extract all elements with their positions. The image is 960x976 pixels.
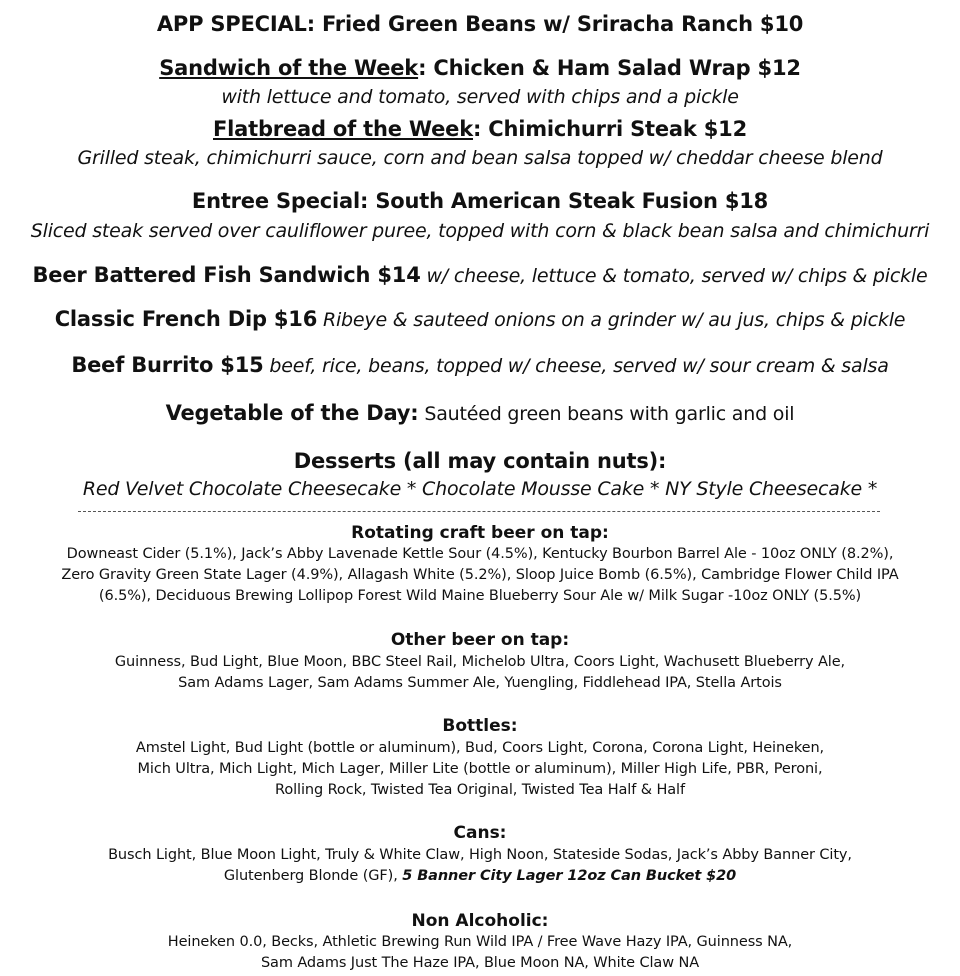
bottles-line: Amstel Light, Bud Light (bottle or aluminum), Bud, Coors Light, Corona, Corona Light, Heineken, bbox=[135, 740, 825, 756]
french-dip bbox=[0, 307, 960, 331]
fish-sandwich bbox=[0, 263, 960, 287]
vegetable-of-day bbox=[0, 401, 960, 425]
flatbread-item: : Chimichurri Steak $12 bbox=[472, 117, 747, 141]
flatbread-description: Grilled steak, chimichurri sauce, corn and bean salsa topped w/ cheddar cheese blend bbox=[77, 147, 883, 169]
bottles-line: Mich Ultra, Mich Light, Mich Lager, Miller Lite (bottle or aluminum), Miller High Life, PBR, Peroni, bbox=[137, 761, 823, 777]
vegetable-value: Sautéed green beans with garlic and oil bbox=[418, 403, 795, 425]
non-alcoholic-title: Non Alcoholic: bbox=[411, 911, 549, 931]
burrito-description: beef, rice, beans, topped w/ cheese, served w/ sour cream & salsa bbox=[263, 355, 889, 377]
can-bucket-special: 5 Banner City Lager 12oz Can Bucket $20 bbox=[402, 868, 737, 884]
non-alcoholic-line: Heineken 0.0, Becks, Athletic Brewing Run Wild IPA / Free Wave Hazy IPA, Guinness NA, bbox=[167, 934, 793, 950]
other-tap-line: Sam Adams Lager, Sam Adams Summer Ale, Yuengling, Fiddlehead IPA, Stella Artois bbox=[178, 675, 782, 691]
non-alcoholic-line: Sam Adams Just The Haze IPA, Blue Moon NA, White Claw NA bbox=[260, 955, 700, 971]
entree-special: Entree Special: South American Steak Fusion $18 bbox=[191, 189, 769, 213]
cans-line-plain: Glutenberg Blonde (GF), bbox=[223, 868, 403, 884]
craft-beer-line: Zero Gravity Green State Lager (4.9%), Allagash White (5.2%), Sloop Juice Bomb (6.5%), Cambridge Flower Child IPA bbox=[61, 567, 899, 583]
craft-beer-title: Rotating craft beer on tap: bbox=[351, 523, 609, 543]
vegetable-label: Vegetable of the Day: bbox=[165, 401, 419, 425]
burrito-title: Beef Burrito $15 bbox=[71, 353, 264, 377]
french-dip-description: Ribeye & sauteed onions on a grinder w/ au jus, chips & pickle bbox=[317, 309, 906, 331]
flatbread-of-week bbox=[0, 117, 960, 141]
sandwich-of-week bbox=[0, 56, 960, 80]
cans-line bbox=[0, 868, 960, 884]
sandwich-item: : Chicken & Ham Salad Wrap $12 bbox=[418, 56, 801, 80]
fish-title: Beer Battered Fish Sandwich $14 bbox=[32, 263, 421, 287]
entree-description: Sliced steak served over cauliflower puree, topped with corn & black bean salsa and chimichurri bbox=[30, 220, 930, 242]
dashed-divider bbox=[78, 511, 880, 512]
cans-title: Cans: bbox=[453, 823, 507, 843]
sandwich-description: with lettuce and tomato, served with chips and a pickle bbox=[221, 86, 739, 108]
bottles-line: Rolling Rock, Twisted Tea Original, Twisted Tea Half & Half bbox=[275, 782, 685, 798]
other-tap-line: Guinness, Bud Light, Blue Moon, BBC Steel Rail, Michelob Ultra, Coors Light, Wachusett Blueberry Ale, bbox=[114, 654, 846, 670]
cans-line: Busch Light, Blue Moon Light, Truly & White Claw, High Noon, Stateside Sodas, Jack’s Abby Banner City, bbox=[108, 847, 852, 863]
desserts-list: Red Velvet Chocolate Cheesecake * Chocolate Mousse Cake * NY Style Cheesecake * bbox=[82, 478, 878, 500]
cut-off-top-line bbox=[0, 0, 960, 6]
bottles-title: Bottles: bbox=[442, 716, 518, 736]
app-special: APP SPECIAL: Fried Green Beans w/ Sriracha Ranch $10 bbox=[156, 12, 804, 36]
other-tap-title: Other beer on tap: bbox=[390, 630, 570, 650]
sandwich-label: Sandwich of the Week bbox=[159, 56, 419, 80]
craft-beer-line: Downeast Cider (5.1%), Jack’s Abby Lavenade Kettle Sour (4.5%), Kentucky Bourbon Barrel Ale - 10oz ONLY (8.2%), bbox=[66, 546, 894, 562]
fish-description: w/ cheese, lettuce & tomato, served w/ chips & pickle bbox=[420, 265, 928, 287]
beef-burrito bbox=[0, 353, 960, 377]
desserts-title: Desserts (all may contain nuts): bbox=[293, 449, 667, 473]
flatbread-label: Flatbread of the Week bbox=[213, 117, 473, 141]
craft-beer-line: (6.5%), Deciduous Brewing Lollipop Forest Wild Maine Blueberry Sour Ale w/ Milk Sugar -10oz ONLY (5.5%) bbox=[98, 588, 862, 604]
french-dip-title: Classic French Dip $16 bbox=[54, 307, 318, 331]
